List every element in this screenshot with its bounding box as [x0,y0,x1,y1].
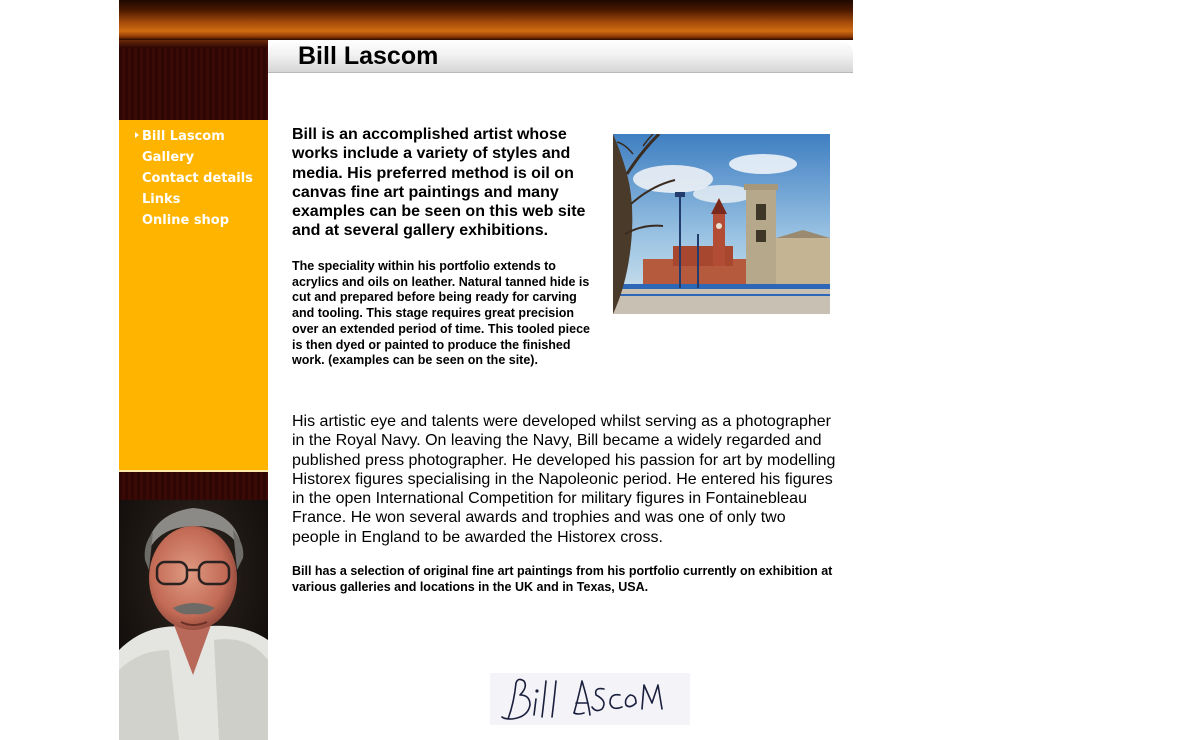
portrait-image [119,500,268,740]
featured-painting [613,134,830,314]
intro-paragraph: Bill is an accomplished artist whose works include a variety of styles and media. His preferred method is oil on canvas fine art paintings and many examples can be seen on this web site and at several gallery exhibitions. [292,126,586,240]
nav-item-links[interactable] [119,190,268,211]
page-container [119,0,853,740]
sidebar-divider-block [119,472,268,500]
artist-portrait-photo [119,500,268,740]
nav-link-bill-lascom[interactable]: Bill Lascom [142,129,225,144]
active-arrow-icon [135,132,139,138]
nav-item-gallery[interactable] [119,148,268,169]
sidebar-nav [119,120,268,472]
speciality-paragraph: The speciality within his portfolio extends to acrylics and oils on leather. Natural tanned hide is cut and prepared before being ready for carving and tooling. This stage requires great precision over an extended period of time. This tooled piece is then dyed or painted to produce the finished work. (examples can be seen on the site). [292,259,590,368]
header-banner [119,0,853,40]
nav-item-online-shop[interactable] [119,211,268,232]
nav-list [119,120,268,232]
nav-link-online-shop[interactable]: Online shop [142,213,230,228]
exhibition-paragraph: Bill has a selection of original fine art paintings from his portfolio currently on exhibition at various galleries and locations in the UK and in Texas, USA. [292,564,833,594]
painting-image [613,134,830,314]
title-bar [268,40,853,73]
signature-image [490,673,690,725]
nav-link-contact-details[interactable]: Contact details [142,171,253,186]
sidebar-header-block [119,40,268,120]
artist-signature [490,673,690,725]
page-title: Bill Lascom [298,42,439,70]
nav-item-contact-details[interactable] [119,169,268,190]
history-paragraph: His artistic eye and talents were developed whilst serving as a photographer in the Royal Navy. On leaving the Navy, Bill became a widely regarded and published press photographer. He developed his passion for art by modelling Historex figures specialising in the Napoleonic period. He entered his figures in the open International Competition for military figures in Fontainebleau France. He won several awards and trophies and was one of only two people in England to be awarded the Historex cross. [292,413,836,546]
nav-link-gallery[interactable]: Gallery [142,150,195,165]
nav-link-links[interactable]: Links [142,192,181,207]
nav-item-bill-lascom[interactable] [119,127,268,148]
